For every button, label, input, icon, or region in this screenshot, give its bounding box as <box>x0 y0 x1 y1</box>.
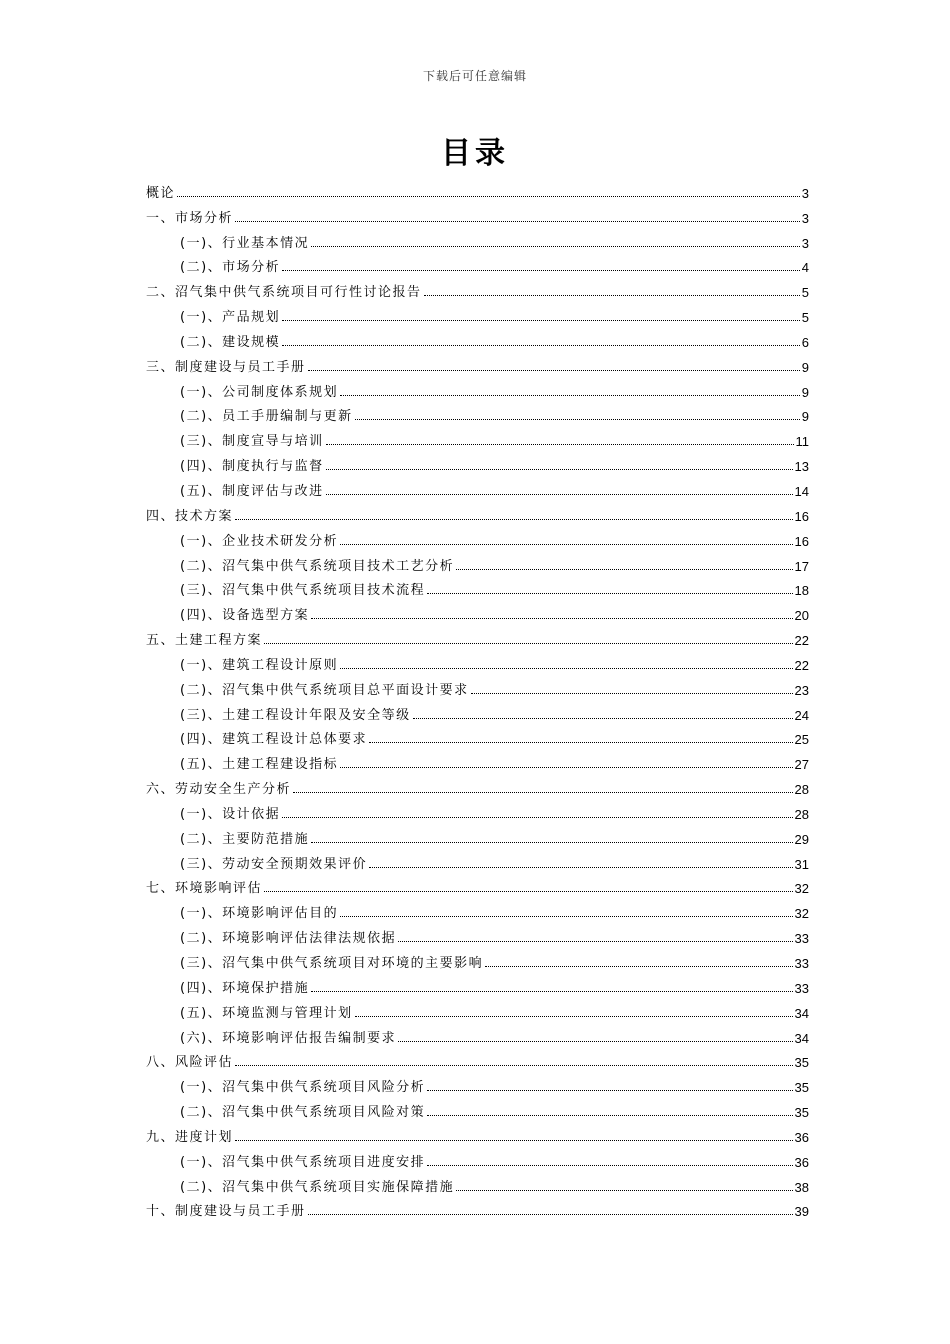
toc-entry[interactable] <box>146 275 809 300</box>
toc-dot-leader <box>340 668 792 669</box>
toc-entry-label: 概论 <box>146 185 176 201</box>
toc-entry-label: 十、制度建设与员工手册 <box>146 1204 306 1220</box>
toc-entry-label: (三)、制度宣导与培训 <box>180 434 324 450</box>
toc-dot-leader <box>398 941 792 942</box>
toc-entry[interactable] <box>146 872 809 897</box>
toc-entry-label: (五)、制度评估与改进 <box>180 483 324 499</box>
toc-entry-page-number: 4 <box>801 260 809 276</box>
toc-entry-page-number: 32 <box>794 881 809 897</box>
toc-entry-label: (六)、环境影响评估报告编制要求 <box>180 1030 397 1046</box>
toc-entry-page-number: 16 <box>794 533 809 549</box>
toc-entry-page-number: 13 <box>794 459 809 475</box>
toc-entry[interactable] <box>146 474 809 499</box>
toc-entry-page-number: 9 <box>801 409 809 425</box>
toc-entry[interactable] <box>146 375 809 400</box>
toc-entry[interactable] <box>146 1046 809 1071</box>
toc-entry-page-number: 35 <box>794 1105 809 1121</box>
toc-entry-page-number: 17 <box>794 558 809 574</box>
toc-dot-leader <box>424 295 800 296</box>
toc-entry[interactable] <box>146 574 809 599</box>
toc-dot-leader <box>308 370 800 371</box>
toc-entry-page-number: 32 <box>794 906 809 922</box>
toc-entry-label: (二)、沼气集中供气系统项目实施保障措施 <box>180 1179 455 1195</box>
toc-entry-label: (三)、劳动安全预期效果评价 <box>180 856 368 872</box>
toc-entry-page-number: 3 <box>801 185 809 201</box>
toc-entry-page-number: 9 <box>801 384 809 400</box>
toc-entry-label: (二)、沼气集中供气系统项目总平面设计要求 <box>180 682 469 698</box>
toc-dot-leader <box>471 693 793 694</box>
toc-entry-label: (一)、产品规划 <box>180 310 281 326</box>
toc-entry[interactable] <box>146 623 809 648</box>
toc-dot-leader <box>340 395 800 396</box>
toc-entry-page-number: 38 <box>794 1179 809 1195</box>
toc-dot-leader <box>427 1090 792 1091</box>
toc-entry-page-number: 25 <box>794 732 809 748</box>
toc-dot-leader <box>355 419 800 420</box>
toc-dot-leader <box>177 196 800 197</box>
toc-dot-leader <box>311 246 800 247</box>
toc-dot-leader <box>235 221 800 222</box>
toc-entry-label: (四)、设备选型方案 <box>180 608 310 624</box>
toc-entry-page-number: 36 <box>794 1154 809 1170</box>
toc-entry-label: (二)、沼气集中供气系统项目风险对策 <box>180 1105 426 1121</box>
toc-dot-leader <box>326 469 793 470</box>
toc-dot-leader <box>427 1115 792 1116</box>
toc-entry[interactable] <box>146 896 809 921</box>
toc-entry-page-number: 5 <box>801 310 809 326</box>
toc-entry[interactable] <box>146 847 809 872</box>
toc-entry-label: (一)、行业基本情况 <box>180 235 310 251</box>
toc-entry-page-number: 27 <box>794 757 809 773</box>
toc-entry-label: (四)、建筑工程设计总体要求 <box>180 732 368 748</box>
toc-entry[interactable] <box>146 1021 809 1046</box>
toc-entry-label: 二、沼气集中供气系统项目可行性讨论报告 <box>146 285 422 301</box>
toc-entry[interactable] <box>146 822 809 847</box>
toc-entry[interactable] <box>146 424 809 449</box>
toc-dot-leader <box>413 718 793 719</box>
toc-dot-leader <box>311 618 792 619</box>
toc-entry[interactable] <box>146 921 809 946</box>
toc-entry-label: 六、劳动安全生产分析 <box>146 782 292 798</box>
toc-entry-label: (二)、员工手册编制与更新 <box>180 409 353 425</box>
toc-entry-label: 八、风险评估 <box>146 1055 234 1071</box>
toc-entry-page-number: 33 <box>794 931 809 947</box>
toc-entry[interactable] <box>146 449 809 474</box>
toc-entry[interactable] <box>146 996 809 1021</box>
toc-entry-label: (二)、主要防范措施 <box>180 831 310 847</box>
toc-entry-label: (五)、土建工程建设指标 <box>180 757 339 773</box>
toc-dot-leader <box>427 1165 792 1166</box>
toc-entry[interactable] <box>146 772 809 797</box>
toc-entry[interactable] <box>146 747 809 772</box>
toc-entry[interactable] <box>146 176 809 201</box>
toc-entry[interactable] <box>146 201 809 226</box>
toc-dot-leader <box>264 643 793 644</box>
toc-dot-leader <box>308 1214 793 1215</box>
toc-dot-leader <box>282 270 800 271</box>
toc-entry-page-number: 28 <box>794 806 809 822</box>
toc-entry-page-number: 14 <box>794 483 809 499</box>
toc-entry-page-number: 3 <box>801 210 809 226</box>
toc-entry[interactable] <box>146 1070 809 1095</box>
toc-entry-label: (二)、环境影响评估法律法规依据 <box>180 931 397 947</box>
page-header-note: 下载后可任意编辑 <box>422 69 527 83</box>
toc-entry-page-number: 9 <box>801 359 809 375</box>
toc-entry-page-number: 5 <box>801 285 809 301</box>
toc-entry[interactable] <box>146 946 809 971</box>
toc-entry-label: (三)、沼气集中供气系统项目技术流程 <box>180 583 426 599</box>
toc-entry[interactable] <box>146 648 809 673</box>
toc-entry[interactable] <box>146 300 809 325</box>
toc-dot-leader <box>340 544 792 545</box>
toc-entry-label: (一)、沼气集中供气系统项目进度安排 <box>180 1154 426 1170</box>
toc-entry-label: (一)、企业技术研发分析 <box>180 533 339 549</box>
toc-entry-label: (一)、建筑工程设计原则 <box>180 657 339 673</box>
toc-entry-label: (一)、环境影响评估目的 <box>180 906 339 922</box>
toc-entry-page-number: 24 <box>794 707 809 723</box>
toc-entry-page-number: 23 <box>794 682 809 698</box>
toc-entry[interactable] <box>146 797 809 822</box>
toc-entry-label: 九、进度计划 <box>146 1129 234 1145</box>
toc-dot-leader <box>264 891 793 892</box>
toc-dot-leader <box>340 767 792 768</box>
toc-entry-label: (四)、环境保护措施 <box>180 980 310 996</box>
toc-entry-page-number: 33 <box>794 956 809 971</box>
toc-entry-label: (一)、公司制度体系规划 <box>180 384 339 400</box>
toc-entry[interactable] <box>146 698 809 723</box>
toc-entry-page-number: 35 <box>794 1080 809 1096</box>
toc-entry-label: (二)、沼气集中供气系统项目技术工艺分析 <box>180 558 455 574</box>
toc-dot-leader <box>326 444 794 445</box>
toc-entry[interactable] <box>146 1145 809 1170</box>
page-title: 目录 <box>441 136 509 171</box>
toc-entry-label: (二)、市场分析 <box>180 260 281 276</box>
toc-entry[interactable] <box>146 1195 809 1220</box>
toc-entry[interactable] <box>146 350 809 375</box>
toc-entry-page-number: 31 <box>794 856 809 872</box>
toc-dot-leader <box>282 345 800 346</box>
toc-entry-page-number: 22 <box>794 657 809 673</box>
toc-entry[interactable] <box>146 524 809 549</box>
toc-entry[interactable] <box>146 499 809 524</box>
toc-entry[interactable] <box>146 1095 809 1120</box>
toc-entry-label: 五、土建工程方案 <box>146 633 263 649</box>
toc-entry-page-number: 34 <box>794 1005 809 1021</box>
toc-dot-leader <box>311 991 792 992</box>
toc-entry[interactable] <box>146 598 809 623</box>
toc-entry-page-number: 6 <box>801 334 809 350</box>
toc-dot-leader <box>355 1016 793 1017</box>
toc-entry-label: (三)、沼气集中供气系统项目对环境的主要影响 <box>180 956 484 971</box>
toc-entry-page-number: 18 <box>794 583 809 599</box>
toc-dot-leader <box>293 792 793 793</box>
toc-dot-leader <box>235 1140 793 1141</box>
toc-entry-page-number: 34 <box>794 1030 809 1046</box>
toc-entry[interactable] <box>146 971 809 996</box>
toc-entry-label: 一、市场分析 <box>146 210 234 226</box>
toc-entry-label: (二)、建设规模 <box>180 334 281 350</box>
toc-entry[interactable] <box>146 400 809 425</box>
toc-dot-leader <box>456 569 792 570</box>
toc-entry-page-number: 22 <box>794 633 809 649</box>
toc-entry-page-number: 36 <box>794 1129 809 1145</box>
toc-entry-page-number: 39 <box>794 1204 809 1220</box>
toc-dot-leader <box>326 494 793 495</box>
toc-entry-page-number: 3 <box>801 235 809 251</box>
toc-entry-page-number: 11 <box>795 434 809 450</box>
toc-dot-leader <box>398 1041 792 1042</box>
toc-dot-leader <box>235 1065 793 1066</box>
toc-dot-leader <box>311 842 792 843</box>
toc-entry-page-number: 29 <box>794 831 809 847</box>
toc-entry-label: (五)、环境监测与管理计划 <box>180 1005 353 1021</box>
toc-entry-label: 四、技术方案 <box>146 508 234 524</box>
toc-entry[interactable] <box>146 723 809 748</box>
toc-dot-leader <box>282 320 800 321</box>
toc-entry-label: 七、环境影响评估 <box>146 881 263 897</box>
toc-entry[interactable] <box>146 1120 809 1145</box>
toc-entry[interactable] <box>146 325 809 350</box>
toc-dot-leader <box>282 817 792 818</box>
toc-dot-leader <box>235 519 793 520</box>
toc-entry[interactable] <box>146 1170 809 1195</box>
toc-entry-label: 三、制度建设与员工手册 <box>146 359 306 375</box>
toc-dot-leader <box>340 916 792 917</box>
toc-entry-page-number: 33 <box>794 980 809 996</box>
toc-entry-page-number: 35 <box>794 1055 809 1071</box>
toc-dot-leader <box>456 1190 792 1191</box>
toc-entry-label: (一)、设计依据 <box>180 806 281 822</box>
toc-entry-label: (四)、制度执行与监督 <box>180 459 324 475</box>
toc-entry[interactable] <box>146 673 809 698</box>
toc-dot-leader <box>369 867 792 868</box>
toc-entry-page-number: 28 <box>794 782 809 798</box>
table-of-contents <box>146 176 809 1219</box>
toc-entry-label: (一)、沼气集中供气系统项目风险分析 <box>180 1080 426 1096</box>
toc-entry-label: (三)、土建工程设计年限及安全等级 <box>180 707 411 723</box>
toc-entry[interactable] <box>146 251 809 276</box>
toc-dot-leader <box>369 742 792 743</box>
toc-entry-page-number: 20 <box>794 608 809 624</box>
toc-entry-page-number: 16 <box>794 508 809 524</box>
toc-dot-leader <box>427 593 792 594</box>
toc-dot-leader <box>485 966 792 967</box>
toc-entry[interactable] <box>146 226 809 251</box>
toc-entry[interactable] <box>146 549 809 574</box>
